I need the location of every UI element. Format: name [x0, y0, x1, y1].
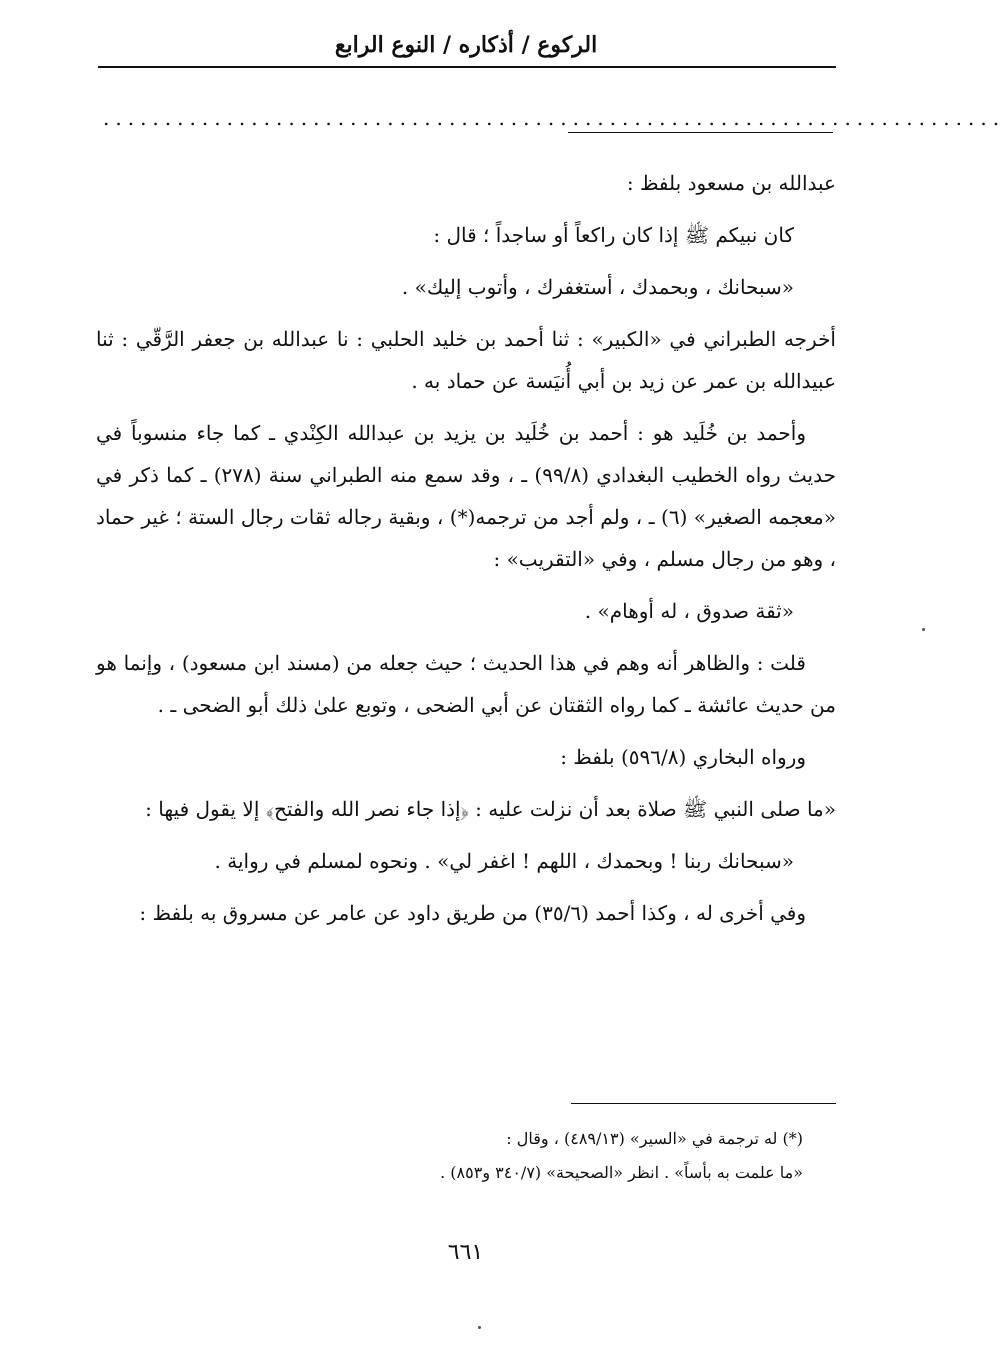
paragraph: قلت : والظاهر أنه وهم في هذا الحديث ؛ حيث جعله من (مسند ابن مسعود) ، وإنما هو من حديث عائشة ـ كما رواه الثقتان عن أبي الضحى ، وتوبع علىٰ ذلك أبو الضحى ـ .: [96, 651, 836, 717]
quote-paragraph: «سبحانك ، وبحمدك ، أستغفرك ، وأتوب إليك» .: [401, 275, 794, 299]
paragraph: وفي أخرى له ، وكذا أحمد (٣٥/٦) من طريق داود عن عامر عن مسروق به بلفظ :: [139, 901, 806, 925]
paragraph: ورواه البخاري (٥٩٦/٨) بلفظ :: [560, 745, 806, 769]
quote-paragraph: «ما صلى النبي ﷺ صلاة بعد أن نزلت عليه : ﴿إذا جاء نصر الله والفتح﴾ إلا يقول فيها :: [145, 797, 836, 821]
footnote: «ما علمت به بأساً» . انظر «الصحيحة» (٣٤٠/٧ و٨٥٣) .: [440, 1163, 803, 1182]
paragraph: عبدالله بن مسعود بلفظ :: [626, 171, 836, 195]
scan-speck: [478, 1326, 481, 1329]
page-number: ٦٦١: [447, 1240, 484, 1265]
quote-paragraph: «ثقة صدوق ، له أوهام» .: [584, 599, 794, 623]
paragraph: كان نبيكم ﷺ إذا كان راكعاً أو ساجداً ؛ قال :: [433, 223, 794, 247]
main-text: [96, 162, 836, 944]
dotted-separator: .........................................................................: [103, 106, 1005, 130]
paragraph: وأحمد بن خُلَيد هو : أحمد بن خُلَيد بن يزيد بن عبدالله الكِنْدي ـ كما جاء منسوباً في حديث رواه الخطيب البغدادي (٩٩/٨) ـ ، وقد سمع منه الطبراني سنة (٢٧٨) ـ كما ذكر في «معجمه الصغير» (٦) ـ ، ولم أجد من ترجمه(*) ، وبقية رجاله ثقات رجال الستة ؛ غير حماد ، وهو من رجال مسلم ، وفي «التقريب» :: [96, 421, 836, 571]
running-title: الركوع / أذكاره / النوع الرابع: [334, 32, 598, 58]
footnote: (*) له ترجمة في «السير» (٤٨٩/١٣) ، وقال :: [506, 1129, 803, 1148]
footnotes: [98, 1122, 833, 1190]
footnote-rule: [571, 1103, 836, 1104]
quote-paragraph: «سبحانك ربنا ! وبحمدك ، اللهم ! اغفر لي» . ونحوه لمسلم في رواية .: [214, 849, 794, 873]
scan-speck: [922, 628, 925, 631]
header-rule: [98, 66, 836, 68]
continuation-rule: [568, 132, 833, 133]
paragraph: أخرجه الطبراني في «الكبير» : ثنا أحمد بن خليد الحلبي : نا عبدالله بن جعفر الرَّقّي : ثنا عبيدالله بن عمر عن زيد بن أبي أُنيَسة عن حماد به .: [96, 327, 836, 393]
